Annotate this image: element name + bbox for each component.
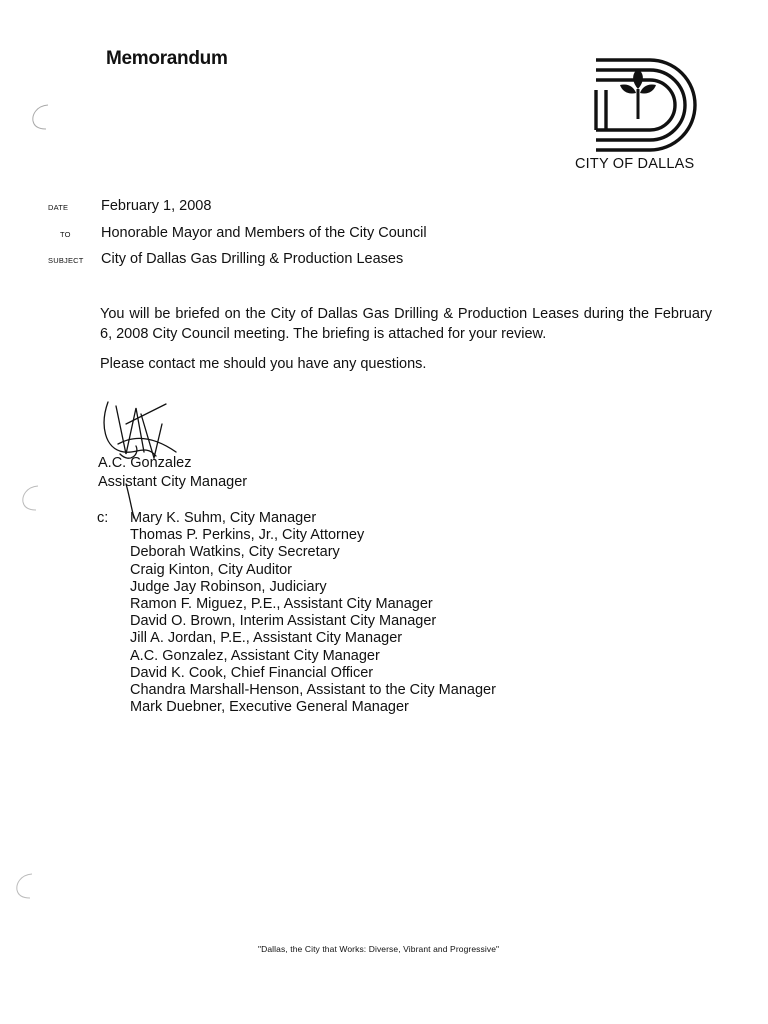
cc-recipient: Deborah Watkins, City Secretary bbox=[130, 544, 340, 561]
cc-recipient-list bbox=[130, 510, 496, 716]
cc-recipient: Mary K. Suhm, City Manager bbox=[130, 510, 317, 526]
signer-title: Assistant City Manager bbox=[98, 474, 248, 490]
memo-title: Memorandum bbox=[106, 48, 228, 69]
to-label: TO bbox=[60, 230, 71, 239]
footer-motto: "Dallas, the City that Works: Diverse, Vibrant and Progressive" bbox=[258, 944, 500, 954]
to-value: Honorable Mayor and Members of the City Council bbox=[101, 225, 427, 241]
punch-hole-mark-middle bbox=[20, 484, 42, 512]
cc-recipient: Chandra Marshall-Henson, Assistant to the City Manager bbox=[130, 682, 496, 699]
punch-hole-mark-top bbox=[30, 103, 52, 131]
punch-hole-mark-bottom bbox=[14, 872, 36, 900]
cc-recipient: Ramon F. Miguez, P.E., Assistant City Manager bbox=[130, 596, 433, 613]
date-value: February 1, 2008 bbox=[101, 198, 212, 214]
city-of-dallas-logo bbox=[588, 55, 698, 155]
cc-recipient: David K. Cook, Chief Financial Officer bbox=[130, 664, 374, 681]
cc-recipient: A.C. Gonzalez, Assistant City Manager bbox=[130, 647, 380, 664]
cc-recipient: Thomas P. Perkins, Jr., City Attorney bbox=[130, 527, 365, 544]
body-paragraph-2: Please contact me should you have any questions. bbox=[100, 356, 427, 372]
cc-label: c: bbox=[97, 510, 109, 526]
subject-label: SUBJECT bbox=[48, 256, 84, 265]
signer-name: A.C. Gonzalez bbox=[98, 455, 192, 471]
logo-caption: CITY OF DALLAS bbox=[575, 156, 695, 172]
cc-recipient: Judge Jay Robinson, Judiciary bbox=[130, 578, 327, 595]
subject-value: City of Dallas Gas Drilling & Production Leases bbox=[101, 251, 404, 267]
date-label: DATE bbox=[48, 203, 69, 212]
cc-recipient: Mark Duebner, Executive General Manager bbox=[130, 699, 409, 716]
cc-recipient: David O. Brown, Interim Assistant City Manager bbox=[130, 613, 437, 630]
cc-recipient: Craig Kinton, City Auditor bbox=[130, 561, 292, 578]
cc-recipient: Jill A. Jordan, P.E., Assistant City Manager bbox=[130, 630, 403, 647]
body-paragraph-1: You will be briefed on the City of Dallas Gas Drilling & Production Leases during the February 6, 2008 City Council meeting. The briefing is attached for your review. bbox=[100, 306, 712, 342]
